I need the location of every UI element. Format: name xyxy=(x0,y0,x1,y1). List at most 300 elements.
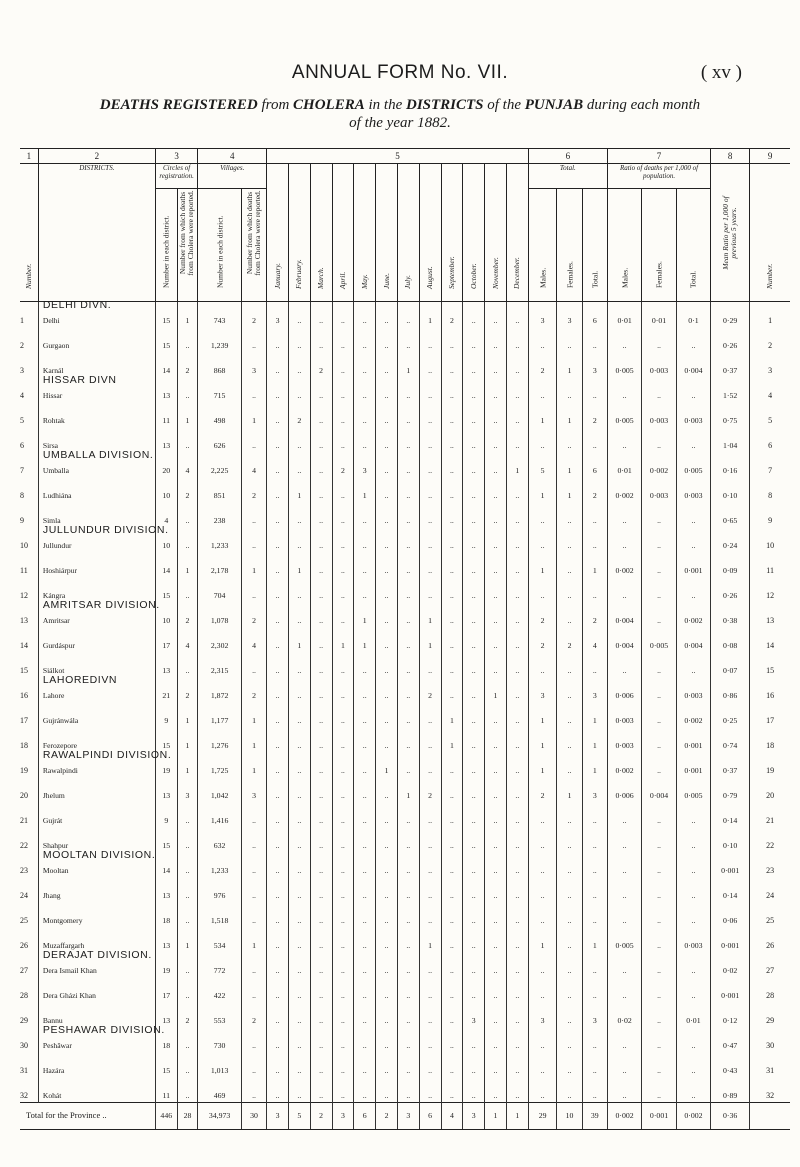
table-cell: .. xyxy=(288,902,310,927)
table-cell: 0·005 xyxy=(676,452,710,477)
table-cell: 5 xyxy=(528,452,557,477)
table-cell: .. xyxy=(354,752,376,777)
table-cell: 2 xyxy=(582,477,607,502)
table-row xyxy=(20,852,790,877)
table-cell: .. xyxy=(676,577,710,602)
table-cell: .. xyxy=(506,477,528,502)
table-cell: 2 xyxy=(310,352,332,377)
total-cell: 2 xyxy=(376,1103,398,1130)
table-cell: .. xyxy=(642,727,676,752)
table-cell: 0·06 xyxy=(711,902,750,927)
table-cell: 0·003 xyxy=(676,402,710,427)
col-num-5: 5 xyxy=(267,149,529,164)
table-cell: 0·005 xyxy=(642,627,676,652)
table-cell: 0·004 xyxy=(642,777,676,802)
district-name: Muzaffargarh xyxy=(42,941,85,950)
table-cell: .. xyxy=(267,777,289,802)
table-cell: .. xyxy=(419,377,441,402)
table-cell: .. xyxy=(354,827,376,852)
table-cell: 1 xyxy=(397,777,419,802)
table-cell: .. xyxy=(642,577,676,602)
table-cell: .. xyxy=(485,852,507,877)
table-cell: .. xyxy=(332,927,354,952)
table-cell: .. xyxy=(177,577,198,602)
table-cell: 1 xyxy=(354,627,376,652)
table-cell: .. xyxy=(332,877,354,902)
table-cell: 2 xyxy=(177,1002,198,1027)
table-cell: 1 xyxy=(441,727,463,752)
row-number: 10 xyxy=(20,541,28,550)
table-cell: .. xyxy=(463,502,485,527)
table-cell: .. xyxy=(310,327,332,352)
header-ratio-females: Females. xyxy=(642,189,676,302)
table-cell: .. xyxy=(310,377,332,402)
header-may: May. xyxy=(354,164,376,302)
table-cell: .. xyxy=(528,1027,557,1052)
table-cell: .. xyxy=(582,427,607,452)
table-cell: 2 xyxy=(528,627,557,652)
table-cell: 1 xyxy=(557,452,582,477)
table-cell: .. xyxy=(441,902,463,927)
table-cell: 17 xyxy=(155,977,177,1002)
row-number-right: 23 xyxy=(750,852,790,877)
table-cell: 14 xyxy=(155,552,177,577)
district-cell xyxy=(38,1077,155,1103)
table-cell: 3 xyxy=(241,352,266,377)
title-districts: DISTRICTS xyxy=(405,97,484,113)
table-cell: .. xyxy=(485,627,507,652)
table-cell: .. xyxy=(676,952,710,977)
table-cell: .. xyxy=(506,777,528,802)
row-number-right: 25 xyxy=(750,902,790,927)
table-cell: .. xyxy=(441,652,463,677)
table-cell: 0·003 xyxy=(607,702,641,727)
table-cell: .. xyxy=(642,877,676,902)
table-cell: .. xyxy=(642,1077,676,1103)
row-number: 19 xyxy=(20,766,28,775)
table-cell: .. xyxy=(267,377,289,402)
table-cell: 1·04 xyxy=(711,427,750,452)
table-cell: .. xyxy=(441,327,463,352)
table-cell: .. xyxy=(376,802,398,827)
table-cell: .. xyxy=(557,552,582,577)
table-cell: .. xyxy=(582,877,607,902)
table-cell: 0·003 xyxy=(642,352,676,377)
table-cell: .. xyxy=(310,452,332,477)
table-cell: .. xyxy=(354,852,376,877)
row-number-right: 26 xyxy=(750,927,790,952)
table-cell: .. xyxy=(506,702,528,727)
table-cell: .. xyxy=(332,327,354,352)
table-cell: 1,725 xyxy=(198,752,242,777)
district-cell xyxy=(38,702,155,727)
table-cell: 3 xyxy=(582,352,607,377)
table-cell: .. xyxy=(506,1077,528,1103)
district-name: Siálkot xyxy=(42,666,65,675)
table-cell: 0·10 xyxy=(711,477,750,502)
table-cell: 0·005 xyxy=(607,927,641,952)
table-cell: .. xyxy=(267,852,289,877)
title-part: from xyxy=(257,97,294,113)
table-cell: .. xyxy=(288,727,310,752)
table-cell: 2 xyxy=(241,602,266,627)
table-cell: .. xyxy=(288,377,310,402)
table-cell: .. xyxy=(354,927,376,952)
table-cell: 0·26 xyxy=(711,327,750,352)
table-cell: 0·003 xyxy=(642,477,676,502)
table-cell: .. xyxy=(528,577,557,602)
row-number: 2 xyxy=(20,341,24,350)
table-cell: .. xyxy=(506,852,528,877)
table-cell: 1 xyxy=(376,752,398,777)
table-cell: .. xyxy=(354,352,376,377)
district-cell xyxy=(38,627,155,652)
table-cell: .. xyxy=(288,502,310,527)
table-cell: .. xyxy=(310,502,332,527)
row-number: 27 xyxy=(20,966,28,975)
table-cell: 4 xyxy=(582,627,607,652)
table-cell: .. xyxy=(441,802,463,827)
table-cell: .. xyxy=(267,552,289,577)
table-cell: .. xyxy=(419,727,441,752)
table-cell: .. xyxy=(557,327,582,352)
table-row xyxy=(20,877,790,902)
table-cell: .. xyxy=(354,902,376,927)
table-cell: .. xyxy=(463,702,485,727)
table-cell: .. xyxy=(642,752,676,777)
table-cell: .. xyxy=(607,877,641,902)
table-cell: 13 xyxy=(155,652,177,677)
total-cell: 0·002 xyxy=(607,1103,641,1130)
table-cell: .. xyxy=(419,427,441,452)
col-num-4: 4 xyxy=(198,149,267,164)
table-cell: 2 xyxy=(582,402,607,427)
header-october: October. xyxy=(463,164,485,302)
table-cell: 0·002 xyxy=(676,602,710,627)
table-cell: 0·005 xyxy=(607,402,641,427)
table-cell: .. xyxy=(419,702,441,727)
table-cell: .. xyxy=(441,452,463,477)
row-number-right: 12 xyxy=(750,577,790,602)
table-cell: .. xyxy=(288,327,310,352)
table-cell: .. xyxy=(332,427,354,452)
table-cell: 10 xyxy=(155,602,177,627)
row-number-right: 17 xyxy=(750,702,790,727)
table-cell: 534 xyxy=(198,927,242,952)
table-cell: 469 xyxy=(198,1077,242,1103)
table-cell: .. xyxy=(441,627,463,652)
group-ratio: Ratio of deaths per 1,000 of population. xyxy=(607,164,710,189)
table-cell: .. xyxy=(376,977,398,1002)
header-villages-number: Number in each district. xyxy=(198,189,242,302)
table-cell: 1 xyxy=(506,452,528,477)
table-cell: .. xyxy=(397,852,419,877)
table-cell: .. xyxy=(267,952,289,977)
table-cell: .. xyxy=(463,602,485,627)
table-cell: .. xyxy=(642,502,676,527)
table-cell: .. xyxy=(397,502,419,527)
table-cell: .. xyxy=(676,327,710,352)
table-body xyxy=(20,299,790,1130)
row-number-right: 19 xyxy=(750,752,790,777)
table-cell: 1 xyxy=(419,302,441,328)
district-cell xyxy=(38,402,155,427)
table-cell: .. xyxy=(419,1027,441,1052)
table-cell: .. xyxy=(397,727,419,752)
table-cell: .. xyxy=(419,477,441,502)
total-cell: 3 xyxy=(332,1103,354,1130)
table-cell: 3 xyxy=(528,302,557,328)
table-cell: 0·001 xyxy=(676,552,710,577)
table-cell: .. xyxy=(177,952,198,977)
table-cell: 0·004 xyxy=(676,627,710,652)
table-cell: .. xyxy=(354,877,376,902)
row-number-right: 28 xyxy=(750,977,790,1002)
row-number: 1 xyxy=(20,316,24,325)
row-number: 8 xyxy=(20,491,24,500)
table-row xyxy=(20,1052,790,1077)
table-cell: .. xyxy=(557,652,582,677)
table-cell: .. xyxy=(397,602,419,627)
table-cell: .. xyxy=(506,552,528,577)
table-cell: .. xyxy=(557,677,582,702)
row-number: 26 xyxy=(20,941,28,950)
table-cell: .. xyxy=(310,627,332,652)
table-cell: 2 xyxy=(332,452,354,477)
deaths-table-container xyxy=(20,148,790,1130)
district-name: Dera Gházi Khan xyxy=(42,991,96,1000)
table-cell: .. xyxy=(332,527,354,552)
table-cell: .. xyxy=(485,902,507,927)
table-cell: .. xyxy=(354,427,376,452)
district-name: Dera Ismail Khan xyxy=(42,966,97,975)
table-cell: 772 xyxy=(198,952,242,977)
table-cell: 0·1 xyxy=(676,302,710,328)
row-number: 7 xyxy=(20,466,24,475)
table-cell: .. xyxy=(557,1002,582,1027)
table-cell: 11 xyxy=(155,1077,177,1103)
table-cell: .. xyxy=(354,1052,376,1077)
table-cell: 1,078 xyxy=(198,602,242,627)
table-cell: .. xyxy=(557,1077,582,1103)
table-cell: 1 xyxy=(241,752,266,777)
table-cell: 2 xyxy=(288,402,310,427)
table-cell: .. xyxy=(332,502,354,527)
table-cell: .. xyxy=(267,877,289,902)
table-cell: .. xyxy=(441,752,463,777)
table-cell: 0·005 xyxy=(607,352,641,377)
table-cell: 0·47 xyxy=(711,1027,750,1052)
table-cell: .. xyxy=(288,752,310,777)
table-cell: 0·002 xyxy=(607,477,641,502)
division-heading: DERAJAT DIVISION. xyxy=(42,949,152,961)
table-cell: .. xyxy=(607,327,641,352)
table-cell: .. xyxy=(288,827,310,852)
table-cell: .. xyxy=(288,527,310,552)
header-march: March. xyxy=(310,164,332,302)
table-cell: .. xyxy=(582,577,607,602)
table-cell: 6 xyxy=(582,452,607,477)
division-heading: PESHAWAR DIVISION. xyxy=(42,1024,165,1036)
table-cell: .. xyxy=(288,702,310,727)
table-cell: .. xyxy=(607,377,641,402)
table-cell: .. xyxy=(557,802,582,827)
group-circles: Circles of registration. xyxy=(155,164,197,189)
table-cell: .. xyxy=(676,977,710,1002)
col-num-2: 2 xyxy=(38,149,155,164)
table-cell: 0·005 xyxy=(676,777,710,802)
header-mean-ratio: Mean Ratio per 1,000 of previous 5 years. xyxy=(711,164,750,302)
row-number-right: 31 xyxy=(750,1052,790,1077)
table-cell: .. xyxy=(441,827,463,852)
group-total: Total. xyxy=(528,164,607,189)
table-cell: 1 xyxy=(177,702,198,727)
table-row xyxy=(20,752,790,777)
table-cell: 238 xyxy=(198,502,242,527)
row-number: 3 xyxy=(20,366,24,375)
table-cell: 1 xyxy=(241,402,266,427)
table-cell: .. xyxy=(676,427,710,452)
table-cell: .. xyxy=(288,977,310,1002)
total-cell: 1 xyxy=(506,1103,528,1130)
table-cell: .. xyxy=(485,802,507,827)
table-cell: .. xyxy=(332,727,354,752)
table-cell: .. xyxy=(397,902,419,927)
table-cell: .. xyxy=(354,652,376,677)
table-cell: .. xyxy=(441,677,463,702)
table-cell: 0·02 xyxy=(711,952,750,977)
table-cell: .. xyxy=(267,502,289,527)
table-cell: .. xyxy=(485,527,507,552)
table-cell: .. xyxy=(288,927,310,952)
row-number: 29 xyxy=(20,1016,28,1025)
table-cell: .. xyxy=(607,952,641,977)
row-number-right: 20 xyxy=(750,777,790,802)
row-number: 25 xyxy=(20,916,28,925)
table-cell: .. xyxy=(397,677,419,702)
table-cell: .. xyxy=(485,952,507,977)
row-number: 15 xyxy=(20,666,28,675)
table-cell: .. xyxy=(332,302,354,328)
table-cell: .. xyxy=(441,952,463,977)
table-cell: .. xyxy=(419,402,441,427)
district-name: Rawalpindi xyxy=(42,766,78,775)
table-cell: .. xyxy=(528,852,557,877)
total-cell: 0·002 xyxy=(676,1103,710,1130)
table-cell: .. xyxy=(354,502,376,527)
table-cell: .. xyxy=(463,1077,485,1103)
table-cell: .. xyxy=(354,552,376,577)
table-cell: 743 xyxy=(198,302,242,328)
table-cell: .. xyxy=(441,377,463,402)
table-cell: .. xyxy=(506,902,528,927)
total-cell: 1 xyxy=(485,1103,507,1130)
table-cell: .. xyxy=(177,1077,198,1103)
table-cell: .. xyxy=(419,852,441,877)
table-cell: 0·79 xyxy=(711,777,750,802)
table-cell: .. xyxy=(463,302,485,328)
row-number-right: 27 xyxy=(750,952,790,977)
district-name: Jullundur xyxy=(42,541,72,550)
table-cell: .. xyxy=(310,1077,332,1103)
table-cell: .. xyxy=(376,352,398,377)
district-cell xyxy=(38,1024,165,1052)
table-cell: 1 xyxy=(528,727,557,752)
table-cell: .. xyxy=(267,577,289,602)
total-cell: 5 xyxy=(288,1103,310,1130)
table-cell: .. xyxy=(642,427,676,452)
table-cell: .. xyxy=(267,1002,289,1027)
table-cell: 2 xyxy=(241,477,266,502)
table-cell: .. xyxy=(485,552,507,577)
title-part: during each month xyxy=(583,97,701,113)
table-row xyxy=(20,652,790,677)
division-heading: JULLUNDUR DIVISION. xyxy=(42,524,169,536)
district-cell xyxy=(38,949,155,977)
table-cell: .. xyxy=(676,852,710,877)
table-cell: .. xyxy=(642,552,676,577)
table-cell: .. xyxy=(288,1077,310,1103)
table-cell: .. xyxy=(397,977,419,1002)
table-cell: 9 xyxy=(155,702,177,727)
table-cell: .. xyxy=(397,477,419,502)
col-num-7: 7 xyxy=(607,149,710,164)
table-cell: 1 xyxy=(485,677,507,702)
table-cell: .. xyxy=(528,427,557,452)
header-june: June. xyxy=(376,164,398,302)
table-cell: 0·002 xyxy=(607,752,641,777)
table-cell: 1 xyxy=(288,627,310,652)
table-cell: .. xyxy=(376,952,398,977)
table-cell: .. xyxy=(485,752,507,777)
district-cell xyxy=(38,674,155,702)
table-cell: .. xyxy=(463,952,485,977)
title-part: in the xyxy=(364,97,406,113)
table-cell: .. xyxy=(241,977,266,1002)
table-cell: 0·43 xyxy=(711,1052,750,1077)
table-cell: 1 xyxy=(582,927,607,952)
table-cell: .. xyxy=(528,652,557,677)
table-cell: .. xyxy=(267,702,289,727)
table-cell: .. xyxy=(607,527,641,552)
table-cell: .. xyxy=(288,802,310,827)
table-cell: .. xyxy=(676,527,710,552)
table-cell: .. xyxy=(397,452,419,477)
table-cell: 13 xyxy=(155,1002,177,1027)
table-cell: .. xyxy=(463,627,485,652)
table-cell: 1 xyxy=(419,927,441,952)
total-cell: 3 xyxy=(397,1103,419,1130)
table-row xyxy=(20,677,790,702)
table-row xyxy=(20,527,790,552)
table-cell: .. xyxy=(506,727,528,752)
table-cell: 0·01 xyxy=(607,302,641,328)
table-cell: .. xyxy=(354,1002,376,1027)
table-cell: .. xyxy=(376,1052,398,1077)
table-cell: .. xyxy=(241,1027,266,1052)
table-cell: 0·004 xyxy=(607,602,641,627)
table-cell: .. xyxy=(397,627,419,652)
table-cell: .. xyxy=(267,652,289,677)
total-cell: 30 xyxy=(241,1103,266,1130)
table-cell: 3 xyxy=(463,1002,485,1027)
row-number-right: 8 xyxy=(750,477,790,502)
table-cell: .. xyxy=(441,602,463,627)
table-cell: .. xyxy=(376,727,398,752)
table-cell: 2 xyxy=(177,477,198,502)
table-cell: .. xyxy=(376,552,398,577)
header-number-right: Number. xyxy=(750,164,790,302)
